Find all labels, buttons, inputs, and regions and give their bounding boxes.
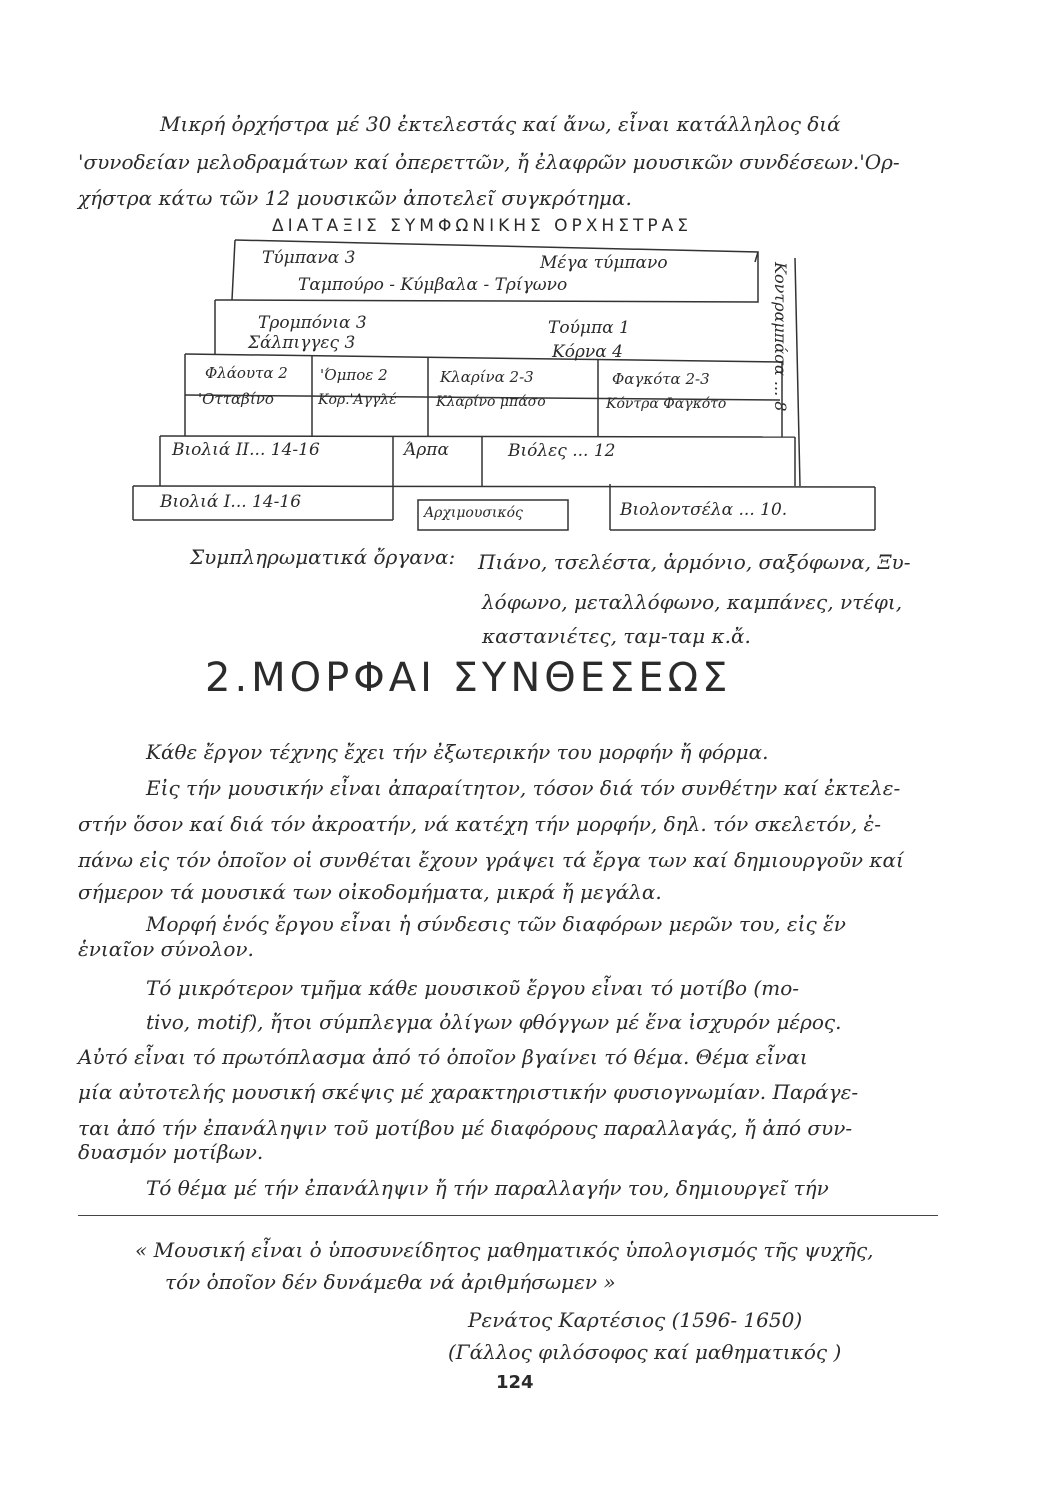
quote-author-desc: (Γάλλος φιλόσοφος καί μαθηματικός ) (448, 1340, 842, 1364)
side-double-basses: Κοντραμπάσα ... 8 (771, 262, 790, 412)
row3-bassoons: Φαγκότα 2-3 (612, 370, 710, 388)
body-line: Μορφή ἑνός ἔργου εἶναι ἡ σύνδεσις τῶν διαφόρων μερῶν του, εἰς ἕν (146, 912, 846, 936)
quote-author: Ρενάτος Καρτέσιος (1596- 1650) (468, 1308, 803, 1332)
intro-line-3: χήστρα κάτω τῶν 12 μουσικῶν ἀποτελεῖ συγκρότημα. (78, 186, 632, 210)
row2-trumpets: Σάλπιγγες 3 (248, 333, 356, 353)
row3-oboes: 'Όμποε 2 (320, 366, 388, 384)
row3-english-horn: Κορ.'Αγγλέ (318, 392, 397, 408)
intro-line-1: Μικρή ὀρχήστρα μέ 30 ἐκτελεστάς καί ἄνω, εἶναι κατάλληλος διά (160, 112, 841, 136)
row2-horns: Κόρνα 4 (552, 342, 623, 362)
footnote-divider (78, 1215, 938, 1216)
row1-bass-drum: Μέγα τύμπανο (540, 253, 668, 273)
body-line: ται ἀπό τήν ἐπανάληψιν τοῦ μοτίβου μέ διαφόρους παραλλαγάς, ἤ ἀπό συν- (78, 1116, 853, 1140)
quote-line-1: « Μουσική εἶναι ὁ ὑποσυνείδητος μαθηματικός ὑπολογισμός τῆς ψυχῆς, (135, 1238, 874, 1262)
body-line: Τό μικρότερον τμῆμα κάθε μουσικοῦ ἔργου εἶναι τό μοτίβο (mo- (146, 976, 799, 1000)
body-line: στήν ὅσον καί διά τόν ἀκροατήν, νά κατέχη τήν μορφήν, δηλ. τόν σκελετόν, ἐ- (78, 812, 882, 836)
diagram-title: ΔΙΑΤΑΞΙΣ ΣΥΜΦΩΝΙΚΗΣ ΟΡΧΗΣΤΡΑΣ (272, 216, 692, 236)
row2-tuba: Τούμπα 1 (548, 318, 630, 338)
complementary-line-2: λόφωνο, μεταλλόφωνο, καμπάνες, ντέφι, (482, 590, 903, 614)
row3-piccolo: 'Οτταβίνο (198, 390, 274, 408)
row3-contrabassoon: Κόντρα Φαγκότο (606, 396, 727, 412)
body-line: μία αὐτοτελής μουσική σκέψις μέ χαρακτηριστικήν φυσιογνωμίαν. Παράγε- (78, 1080, 859, 1104)
complementary-label: Συμπληρωματικά ὄργανα: (190, 545, 456, 569)
body-line: Εἰς τήν μουσικήν εἶναι ἀπαραίτητον, τόσον διά τόν συνθέτην καί ἐκτελε- (146, 776, 901, 800)
body-line: δυασμόν μοτίβων. (78, 1140, 264, 1164)
body-line: Τό θέμα μέ τήν ἐπανάληψιν ἤ τήν παραλλαγήν του, δημιουργεῖ τήν (146, 1176, 829, 1200)
body-line: πάνω εἰς τόν ὁποῖον οἱ συνθέται ἔχουν γράψει τά ἔργα των καί δημιουργοῦν καί (78, 848, 904, 872)
intro-line-2: 'συνοδείαν μελοδραμάτων καί ὀπερεττῶν, ἤ ἐλαφρῶν μουσικῶν συνδέσεων.'Ορ- (78, 150, 900, 174)
row1-percussion: Ταμπούρο - Κύμβαλα - Τρίγωνο (298, 275, 568, 295)
body-line: ἑνιαῖον σύνολον. (78, 937, 254, 961)
row5-violins-1: Βιολιά Ι... 14-16 (160, 492, 302, 512)
body-line: tivo, motif), ἤτοι σύμπλεγμα ὀλίγων φθόγγων μέ ἕνα ἰσχυρόν μέρος. (146, 1010, 842, 1034)
row4-harp: Άρπα (404, 440, 449, 460)
body-line: Κάθε ἔργον τέχνης ἔχει τήν ἐξωτερικήν του μορφήν ἤ φόρμα. (146, 740, 769, 764)
row5-cellos: Βιολοντσέλα ... 10. (620, 500, 788, 520)
row5-conductor: Αρχιμουσικός (424, 505, 523, 521)
quote-line-2: τόν ὁποῖον δέν δυνάμεθα νά ἀριθμήσωμεν » (165, 1270, 616, 1294)
page-number: 124 (496, 1372, 534, 1393)
row3-bass-clarinet: Κλαρίνο μπάσο (436, 394, 546, 410)
body-line: Αὐτό εἶναι τό πρωτόπλασμα ἀπό τό ὁποῖον βγαίνει τό θέμα. Θέμα εἶναι (78, 1045, 808, 1069)
row3-clarinets: Κλαρίνα 2-3 (440, 368, 534, 386)
row2-trombones: Τρομπόνια 3 (258, 313, 367, 333)
complementary-line-1: Πιάνο, τσελέστα, ἁρμόνιο, σαξόφωνα, Ξυ- (478, 550, 911, 574)
section-title: 2.ΜΟΡΦΑΙ ΣΥΝΘΕΣΕΩΣ (205, 655, 732, 701)
row4-violins-2: Βιολιά II... 14-16 (172, 440, 320, 460)
row1-timpani: Τύμπανα 3 (262, 248, 356, 268)
body-line: σήμερον τά μουσικά των οἰκοδομήματα, μικρά ἤ μεγάλα. (78, 880, 662, 904)
row3-flutes: Φλάουτα 2 (205, 364, 288, 382)
row4-violas: Βιόλες ... 12 (508, 441, 616, 461)
complementary-line-3: καστανιέτες, ταμ-ταμ κ.ἄ. (482, 624, 751, 648)
